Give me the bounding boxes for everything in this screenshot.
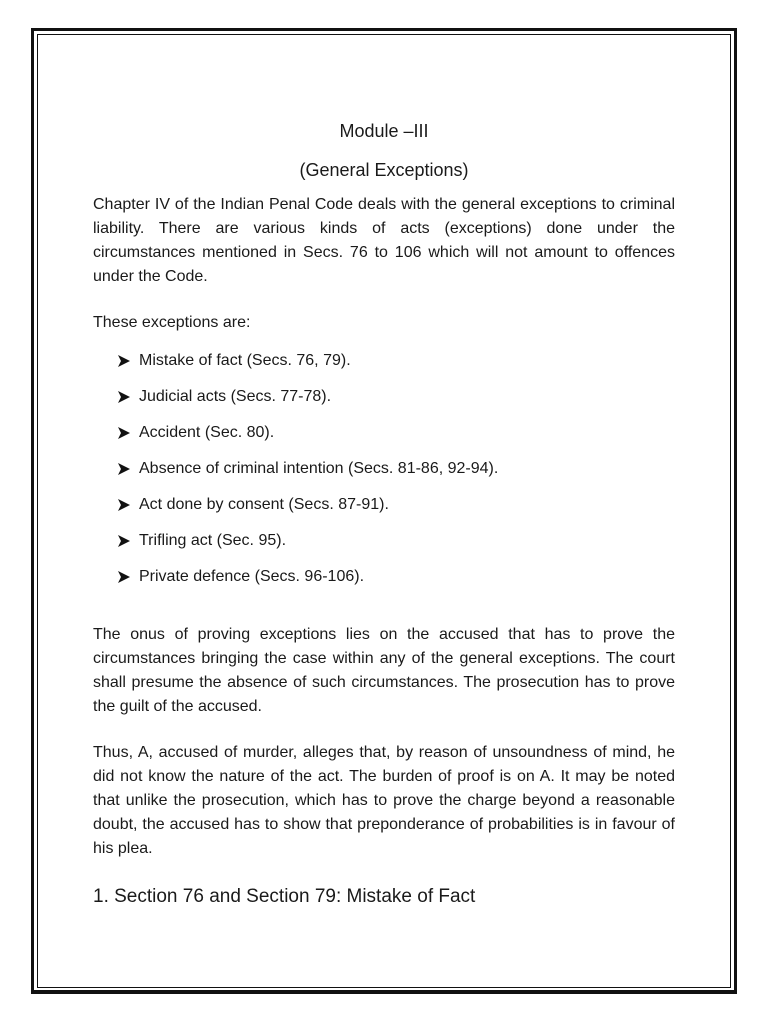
list-item-text: Mistake of fact (Secs. 76, 79). — [139, 352, 351, 369]
exceptions-lead: These exceptions are: — [93, 314, 251, 331]
list-item-text: Act done by consent (Secs. 87-91). — [139, 496, 389, 513]
list-item — [117, 379, 675, 415]
section-heading: 1. Section 76 and Section 79: Mistake of Fact — [93, 886, 476, 907]
list-item-text: Private defence (Secs. 96-106). — [139, 568, 365, 585]
list-item — [117, 523, 675, 559]
module-title: Module –III — [339, 121, 429, 141]
list-item-text: Trifling act (Sec. 95). — [139, 532, 287, 549]
arrowhead-bullet-icon — [117, 462, 131, 476]
list-item — [117, 343, 675, 379]
list-item — [117, 451, 675, 487]
list-item-text: Judicial acts (Secs. 77-78). — [139, 388, 332, 405]
arrowhead-bullet-icon — [117, 390, 131, 404]
module-subtitle: (General Exceptions) — [299, 160, 469, 180]
list-item — [117, 487, 675, 523]
arrowhead-bullet-icon — [117, 426, 131, 440]
list-item — [117, 415, 675, 451]
list-item — [117, 559, 675, 595]
arrowhead-bullet-icon — [117, 498, 131, 512]
arrowhead-bullet-icon — [117, 570, 131, 584]
onus-paragraph: The onus of proving exceptions lies on the accused that has to prove the circumstances bringing the case within any of the general exceptions. The court shall presume the absence of such circumstances. The prosecution has to prove the guilt of the accused. — [93, 626, 675, 715]
arrowhead-bullet-icon — [117, 354, 131, 368]
list-item-text: Absence of criminal intention (Secs. 81-86, 92-94). — [139, 460, 499, 477]
intro-paragraph: Chapter IV of the Indian Penal Code deals with the general exceptions to criminal liability. There are various kinds of acts (exceptions) done under the circumstances mentioned in Secs. 76 to 106 which will not amount to offences under the Code. — [93, 196, 675, 285]
list-item-text: Accident (Sec. 80). — [139, 424, 275, 441]
exceptions-list — [93, 343, 675, 595]
arrowhead-bullet-icon — [117, 534, 131, 548]
example-paragraph: Thus, A, accused of murder, alleges that, by reason of unsoundness of mind, he did not know the nature of the act. The burden of proof is on A. It may be noted that unlike the prosecution, which has to prove the charge beyond a reasonable doubt, the accused has to show that preponderance of probabilities is in favour of his plea. — [93, 744, 675, 857]
document-body — [93, 118, 675, 911]
